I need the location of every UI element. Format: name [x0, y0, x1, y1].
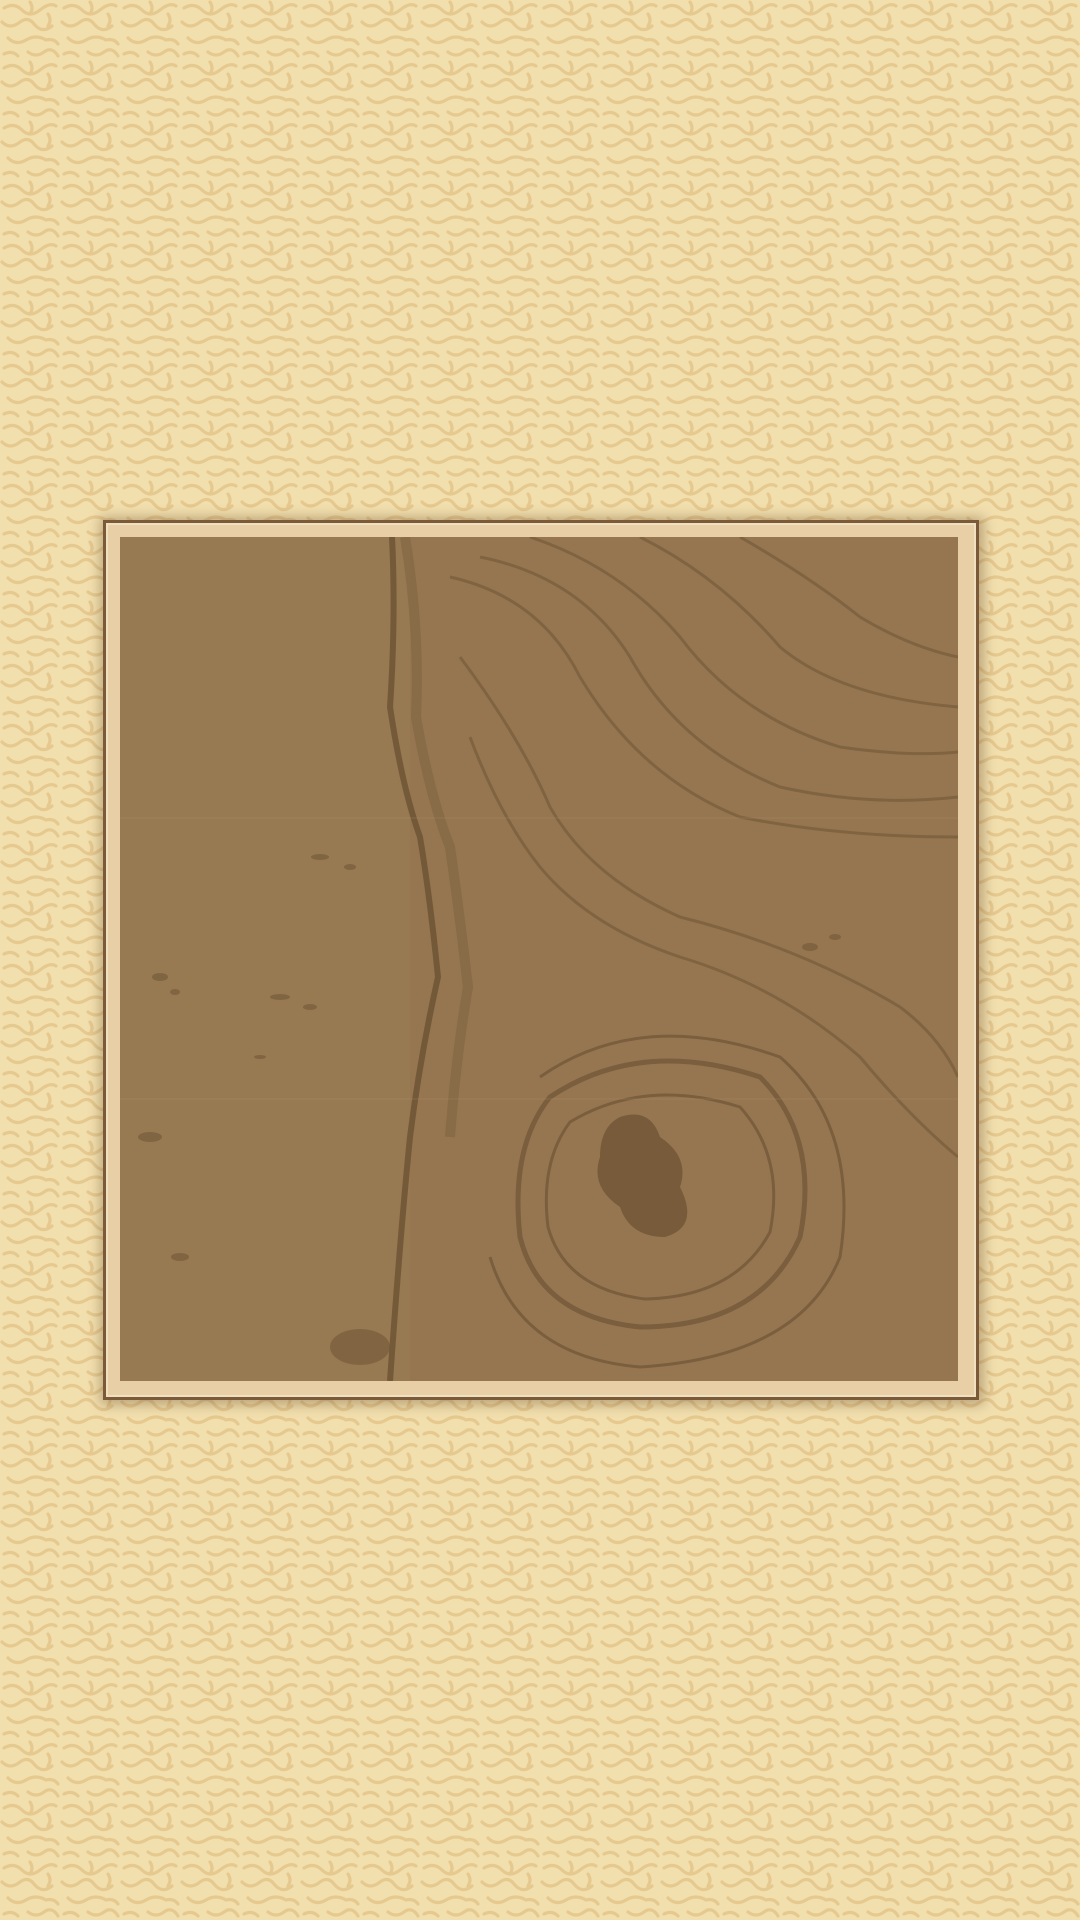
puzzle-board[interactable]	[120, 537, 958, 1381]
wood-grain-image	[120, 537, 958, 1381]
